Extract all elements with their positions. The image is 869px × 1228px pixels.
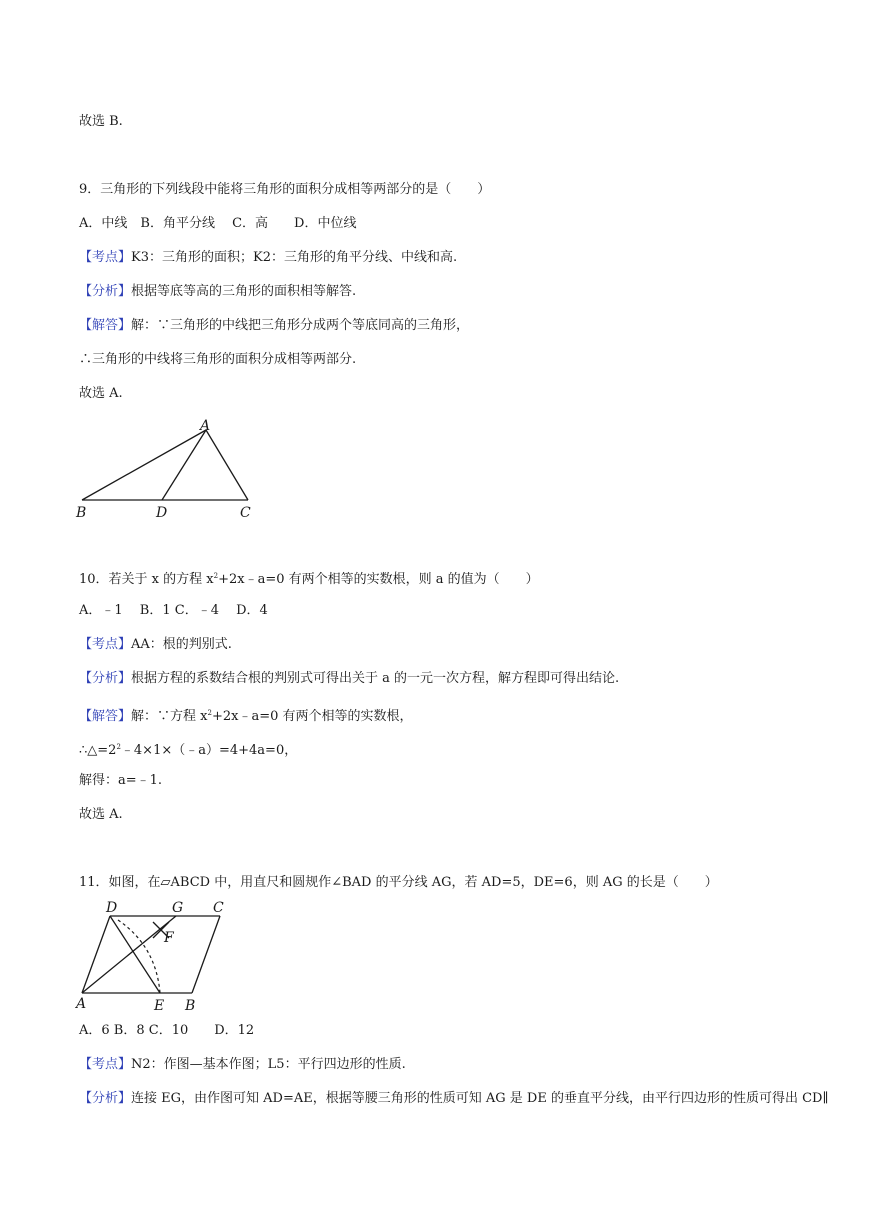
jieda-sup: 2 (207, 709, 212, 717)
jieda-text: 解：∵三角形的中线把三角形分成两个等底同高的三角形， (131, 318, 470, 333)
q9-line2: ∴三角形的中线将三角形的面积分成相等两部分. (79, 352, 357, 367)
jieda-tag: 【解答】 (79, 318, 132, 333)
q9-triangle-figure (72, 418, 262, 524)
q9-jieda (79, 318, 469, 334)
q10-question-post: +2x﹣a=0 有两个相等的实数根，则 a 的值为（ ） (218, 572, 539, 587)
label-c: C (213, 900, 224, 916)
median-ad (162, 430, 206, 500)
q10-jieda (79, 705, 413, 725)
delta-pre: ∴△=2 (79, 743, 117, 758)
fenxi-text: 根据方程的系数结合根的判别式可得出关于 a 的一元一次方程，解方程即可得出结论. (131, 671, 620, 686)
kaodian-text: N2：作图—基本作图；L5：平行四边形的性质. (131, 1057, 406, 1072)
q10-options: A．﹣1 B．1 C．﹣4 D．4 (79, 603, 268, 618)
q9-kaodian (79, 250, 457, 266)
label-e: E (154, 998, 165, 1014)
q10-conclusion: 故选 A. (79, 807, 123, 822)
q10-kaodian (79, 637, 232, 653)
q10-fenxi (79, 671, 619, 687)
label-a: A (200, 418, 211, 434)
fenxi-text: 根据等底等高的三角形的面积相等解答. (131, 284, 357, 299)
label-d: D (106, 900, 118, 916)
fenxi-tag: 【分析】 (79, 1091, 132, 1106)
q10-delta (79, 739, 297, 759)
jieda-tag: 【解答】 (79, 709, 132, 724)
compass-arc (118, 920, 160, 993)
q11-parallelogram-figure (72, 898, 242, 1016)
kaodian-tag: 【考点】 (79, 250, 132, 265)
side-ac (206, 430, 248, 500)
label-g: G (172, 900, 184, 916)
label-c: C (240, 505, 251, 521)
side-ba (82, 430, 206, 500)
q9-question: 9．三角形的下列线段中能将三角形的面积分成相等两部分的是（ ） (79, 182, 491, 197)
kaodian-text: AA：根的判别式. (131, 637, 232, 652)
jieda-post: +2x﹣a=0 有两个相等的实数根， (211, 709, 413, 724)
delta-post: ﹣4×1×（﹣a）=4+4a=0， (120, 743, 298, 758)
q10-question-pre: 10．若关于 x 的方程 x (79, 572, 214, 587)
q11-kaodian (79, 1057, 406, 1073)
q11-options: A．6 B．8 C．10 D．12 (79, 1023, 255, 1038)
q11-question: 11．如图，在▱ABCD 中，用直尺和圆规作∠BAD 的平分线 AG，若 AD=5，DE=6，则 AG 的长是（ ） (79, 875, 718, 890)
prev-conclusion: 故选 B. (79, 114, 123, 129)
kaodian-tag: 【考点】 (79, 637, 132, 652)
jieda-pre: 解：∵方程 x (131, 709, 208, 724)
label-b: B (76, 505, 87, 521)
q11-fenxi (79, 1091, 828, 1107)
q9-conclusion: 故选 A. (79, 386, 123, 401)
label-d: D (156, 505, 168, 521)
fenxi-text: 连接 EG，由作图可知 AD=AE，根据等腰三角形的性质可知 AG 是 DE 的垂直平分线，由平行四边形的性质可得出 CD∥ (131, 1091, 829, 1106)
label-a: A (76, 996, 87, 1012)
kaodian-text: K3：三角形的面积；K2：三角形的角平分线、中线和高. (131, 250, 458, 265)
side-cb (192, 916, 220, 993)
fenxi-tag: 【分析】 (79, 671, 132, 686)
delta-sup: 2 (116, 743, 121, 751)
label-b: B (185, 998, 196, 1014)
q10-question-sup: 2 (213, 572, 219, 580)
q10-solve: 解得：a=﹣1. (79, 773, 163, 788)
kaodian-tag: 【考点】 (79, 1057, 132, 1072)
segment-de (110, 916, 160, 993)
q9-fenxi (79, 284, 356, 300)
q10-question (79, 568, 539, 588)
fenxi-tag: 【分析】 (79, 284, 132, 299)
label-f: F (164, 930, 174, 946)
q9-options: A．中线 B．角平分线 C．高 D．中位线 (79, 216, 357, 231)
